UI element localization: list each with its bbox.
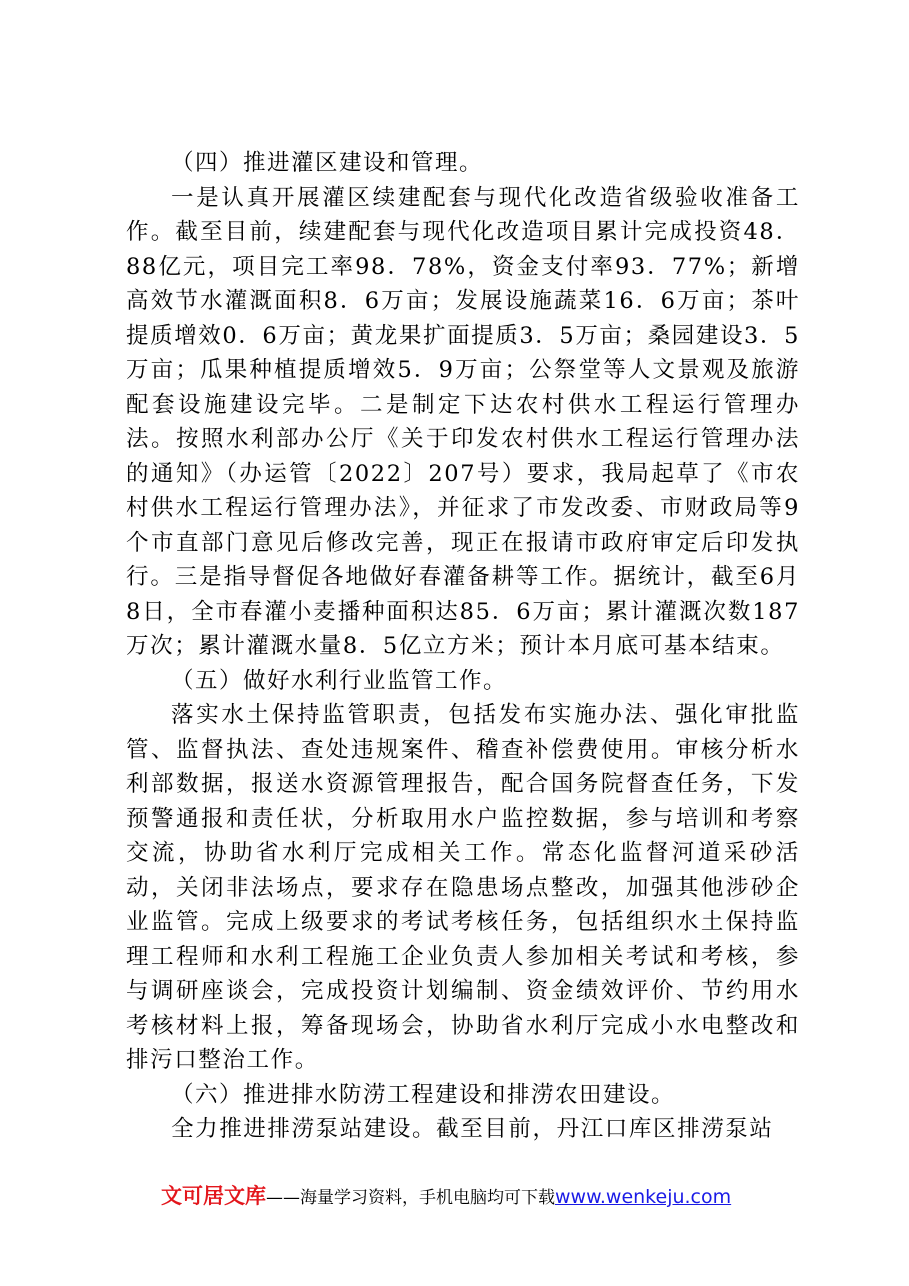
footer-watermark [161,1183,781,1211]
section-6-paragraph: 全力推进排涝泵站建设。截至目前，丹江口库区排涝泵站 [171,1116,774,1142]
footer-tagline: 海量学习资料，手机电脑均可下载 [300,1188,555,1208]
section-heading-4: （四）推进灌区建设和管理。 [171,150,484,176]
section-4-paragraph: 一是认真开展灌区续建配套与现代化改造省级验收准备工作。截至目前，续建配套与现代化改造项目累计完成投资48．88亿元，项目完工率98．78%，资金支付率93．77%；新增高效节水灌溉面积8．6万亩；发展设施蔬菜16．6万亩；茶叶提质增效0．6万亩；黄龙果扩面提质3．5万亩；桑园建设3．5万亩；瓜果种植提质增效5．9万亩；公祭堂等人文景观及旅游配套设施建设完毕。二是制定下达农村供水工程运行管理办法。按照水利部办公厅《关于印发农村供水工程运行管理办法的通知》（办运管〔2022〕207号）要求，我局起草了《市农村供水工程运行管理办法》，并征求了市发改委、市财政局等9个市直部门意见后修改完善，现正在报请市政府审定后印发执行。三是指导督促各地做好春灌备耕等工作。据统计，截至6月8日，全市春灌小麦播种面积达85．6万亩；累计灌溉次数187万次；累计灌溉水量8．5亿立方米；预计本月底可基本结束。 [126,184,800,659]
section-5-paragraph: 落实水土保持监管职责，包括发布实施办法、强化审批监管、监督执法、查处违规案件、稽查补偿费使用。审核分析水利部数据，报送水资源管理报告，配合国务院督查任务，下发预警通报和责任状，分析取用水户监控数据，参与培训和考察交流，协助省水利厅完成相关工作。常态化监督河道采砂活动，关闭非法场点，要求存在隐患场点整改，加强其他涉砂企业监管。完成上级要求的考试考核任务，包括组织水土保持监理工程师和水利工程施工企业负责人参加相关考试和考核，参与调研座谈会，完成投资计划编制、资金绩效评价、节约用水考核材料上报，筹备现场会，协助省水利厅完成小水电整改和排污口整治工作。 [126,702,800,1073]
footer-brand: 文可居文库 [161,1184,266,1208]
section-heading-6: （六）推进排水防涝工程建设和排涝农田建设。 [171,1081,676,1108]
footer-url-link[interactable]: www.wenkeju.com [555,1186,732,1208]
section-heading-5: （五）做好水利行业监管工作。 [171,667,508,694]
footer-dash: —— [266,1188,300,1208]
document-body [126,146,800,1147]
